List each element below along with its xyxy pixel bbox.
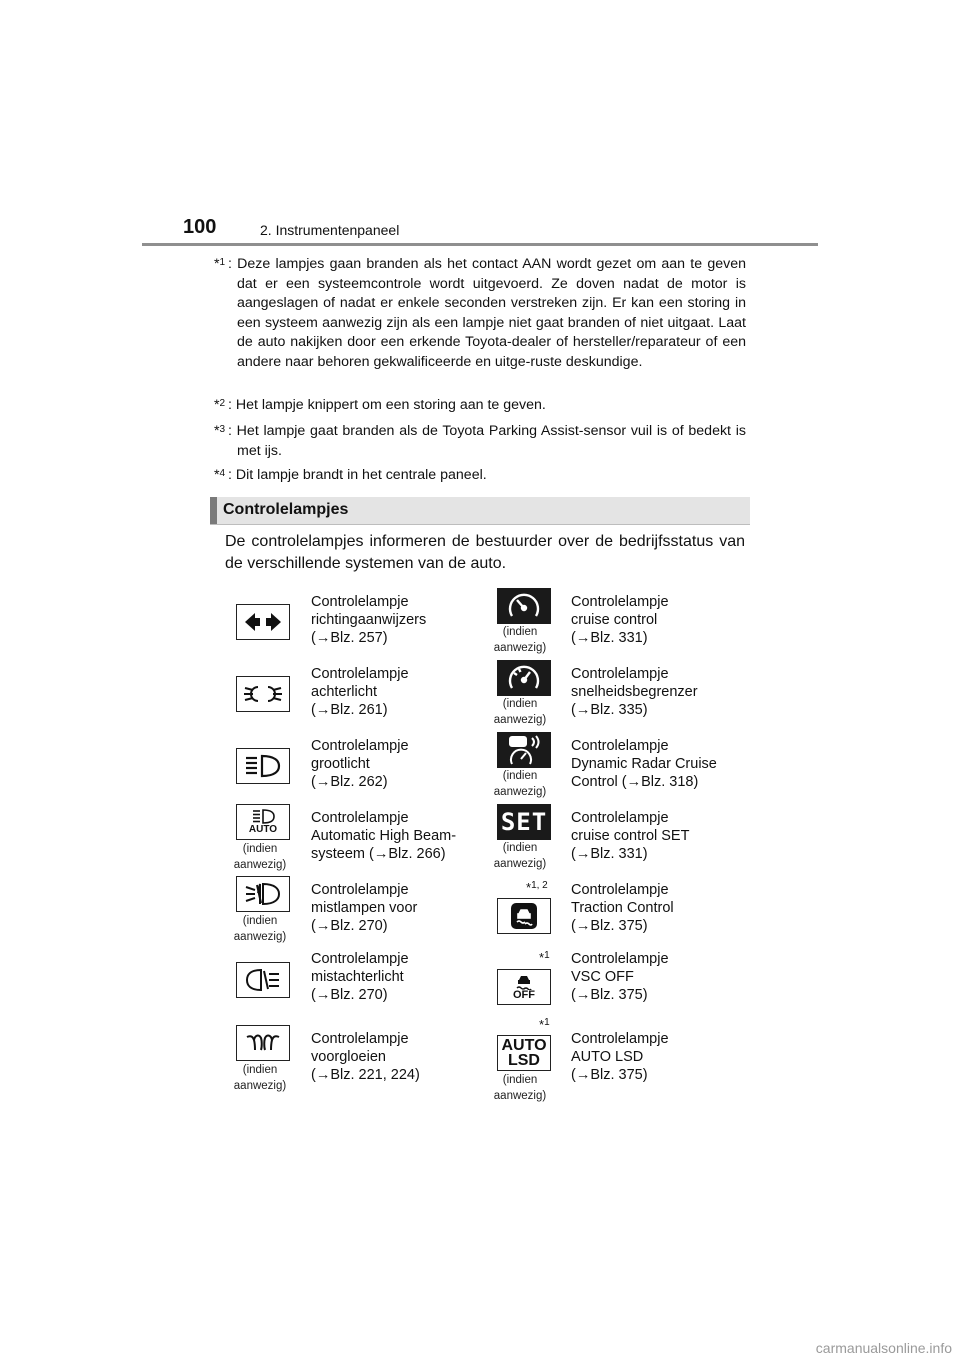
left-item-7-condition: (indien aanwezig) [233,1064,287,1092]
right-item-7-desc: Controlelampje AUTO LSD (→Blz. 375) [571,1031,669,1083]
auto-high-beam-icon: AUTO [236,804,290,840]
left-item-1-desc: Controlelampje richtingaanwijzers (→Blz. 257) [311,594,427,646]
section-heading [210,497,750,525]
front-fog-light-icon [236,876,290,912]
watermark: carmanualsonline.info [815,1340,952,1356]
right-item-4-condition: (indien aanwezig) [493,842,547,870]
right-item-1-desc: Controlelampje cruise control (→Blz. 331) [571,594,669,646]
right-item-5-footnote-ref: *$^{1, 2}$ [526,880,548,895]
right-item-7-footnote-ref: *$^1$ [539,1017,550,1032]
heading-accent-bar [210,497,217,524]
left-item-6-desc: Controlelampje mistachterlicht (→Blz. 270) [311,951,409,1003]
footnote-1-text: : Deze lampjes gaan branden als het contact AAN wordt gezet om aan te geven dat er een systeemcontrole wordt uitgevoerd. Ze doven nadat de motor is aangeslagen of nadat er enkele seconden verstreken zijn. Er kan een storing in een systeem aanwezig zijn als een lampje niet gaat branden of niet uitgaat. Laat de auto nakijken door een erkende Toyota-dealer of hersteller/reparateur of een andere naar behoren gekwalificeerde en uitge-ruste deskundige. [228,256,746,370]
footnote-2-text: : Het lampje knippert om een storing aan te geven. [228,397,546,413]
right-item-2-condition: (indien aanwezig) [493,698,547,726]
right-item-2-desc: Controlelampje snelheidsbegrenzer (→Blz. 335) [571,666,698,718]
tail-light-icon [236,676,290,712]
turn-signal-icon [236,604,290,640]
traction-control-icon [497,898,551,934]
right-item-6-footnote-ref: *$^1$ [539,950,550,965]
section-title: 2. Instrumentenpaneel [260,222,400,238]
footnote-1: *$^1$ : Deze lampjes gaan branden als het contact AAN wordt gezet om aan te geven dat er een systeemcontrole wordt uitgevoerd. Ze doven nadat de motor is aangeslagen of nadat er enkele seconden verstreken zijn. Er kan een storing in een systeem aanwezig zijn als een lampje niet gaat branden of niet uitgaat. Laat de auto nakijken door een erkende Toyota-dealer of hersteller/reparateur of een andere naar behoren gekwalificeerde en uitge-ruste deskundige. [214,255,746,372]
left-item-7-desc: Controlelampje voorgloeien (→Blz. 221, 224) [311,1031,420,1083]
right-item-5-desc: Controlelampje Traction Control (→Blz. 375) [571,882,674,934]
right-item-1-condition: (indien aanwezig) [493,626,547,654]
footnote-3-text: : Het lampje gaat branden als de Toyota Parking Assist-sensor vuil is of bedekt is met ijs. [228,423,746,459]
right-item-6-desc: Controlelampje VSC OFF (→Blz. 375) [571,951,669,1003]
left-item-5-condition: (indien aanwezig) [233,915,287,943]
speed-limiter-icon [497,660,551,696]
vsc-off-icon: OFF [497,969,551,1005]
left-item-2-desc: Controlelampje achterlicht (→Blz. 261) [311,666,409,718]
right-item-3-condition: (indien aanwezig) [493,770,547,798]
footnote-4: *$^4$ : Dit lampje brandt in het centrale paneel. [214,466,746,486]
cruise-control-icon [497,588,551,624]
cruise-set-icon: SET [497,804,551,840]
page-number: 100 [183,216,217,238]
left-item-5-desc: Controlelampje mistlampen voor (→Blz. 270) [311,882,418,934]
left-item-4-condition: (indien aanwezig) [233,843,287,871]
right-item-7-condition: (indien aanwezig) [493,1074,547,1102]
glow-plug-icon [236,1025,290,1061]
heading-label: Controlelampjes [223,501,349,518]
rear-fog-light-icon [236,962,290,998]
left-item-4-desc: Controlelampje Automatic High Beam- systeem (→Blz. 266) [311,810,457,862]
footnote-4-text: : Dit lampje brandt in het centrale paneel. [228,467,487,483]
header-divider [142,243,818,246]
high-beam-icon [236,748,290,784]
right-item-4-desc: Controlelampje cruise control SET (→Blz. 331) [571,810,690,862]
right-item-3-desc: Controlelampje Dynamic Radar Cruise Control (→Blz. 318) [571,738,717,790]
footnote-2: *$^2$ : Het lampje knippert om een storing aan te geven. [214,396,746,416]
intro-paragraph: De controlelampjes informeren de bestuurder over de bedrijfsstatus van de verschillende systemen van de auto. [225,533,745,572]
left-item-3-desc: Controlelampje grootlicht (→Blz. 262) [311,738,409,790]
dynamic-radar-cruise-icon [497,732,551,768]
auto-lsd-icon: AUTO LSD [497,1035,551,1071]
footnote-3: *$^3$ : Het lampje gaat branden als de Toyota Parking Assist-sensor vuil is of bedekt is met ijs. [214,422,746,461]
